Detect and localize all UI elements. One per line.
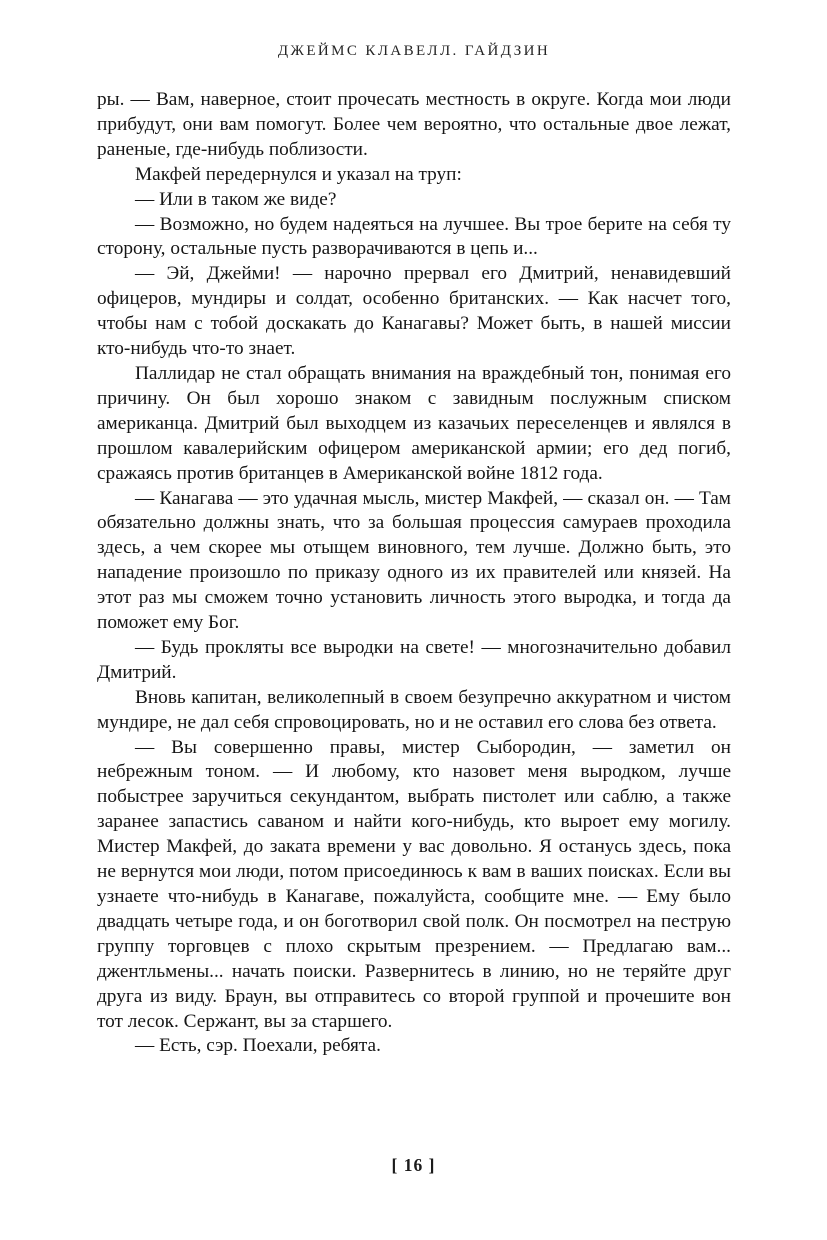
paragraph: Макфей передернулся и указал на труп:: [135, 163, 462, 185]
paragraph: — Будь прокляты все выродки на свете! — многозначительно добавил Дмитрий.: [97, 636, 731, 683]
paragraph: ры. — Вам, наверное, стоит прочесать местность в округе. Когда мои люди прибудут, они вам помогут. Более чем вероятно, что остальные двое лежат, раненые, где-нибудь поблизости.: [97, 89, 731, 160]
paragraph: Вновь капитан, великолепный в своем безупречно аккуратном и чистом мундире, не дал себя спровоцировать, но и не оставил его слова без ответа.: [97, 686, 731, 733]
paragraph: — Эй, Джейми! — нарочно прервал его Дмитрий, ненавидевший офицеров, мундиры и солдат, особенно британских. — Как насчет того, чтобы нам с тобой доскакать до Канагавы? Может быть, в нашей миссии кто-нибудь что-то знает.: [97, 263, 731, 360]
page-number: [ 16 ]: [391, 1155, 436, 1175]
paragraph: Паллидар не стал обращать внимания на враждебный тон, понимая его причину. Он был хорошо знаком с завидным послужным списком американца. Дмитрий был выходцем из казачьих переселенцев и являлся в прошлом кавалерийским офицером американской армии; его дед погиб, сражаясь против британцев в Американской войне 1812 года.: [97, 362, 731, 484]
paragraph: — Вы совершенно правы, мистер Сыбородин, — заметил он небрежным тоном. — И любому, кто назовет меня выродком, лучше побыстрее заручиться секундантом, выбрать пистолет или саблю, а также заранее запастись саваном и найти кого-нибудь, кто выроет ему могилу. Мистер Макфей, до заката времени у вас довольно. Я останусь здесь, пока не вернутся мои люди, потом присоединюсь к вам в ваших поисках. Если вы узнаете что-нибудь в Канагаве, пожалуйста, сообщите мне. — Ему было двадцать четыре года, и он боготворил свой полк. Он посмотрел на пеструю группу торговцев с плохо скрытым презрением. — Предлагаю вам... джентльмены... начать поиски. Развернитесь в линию, но не теряйте друг друга из виду. Браун, вы отправитесь со второй группой и прочешите вон тот лесок. Сержант, вы за старшего.: [97, 736, 731, 1032]
paragraph: — Возможно, но будем надеяться на лучшее. Вы трое берите на себя ту сторону, остальные пусть разворачиваются в цепь и...: [97, 213, 731, 260]
page-body-text: [97, 88, 731, 1059]
running-header: ДЖЕЙМС КЛАВЕЛЛ. ГАЙДЗИН: [277, 43, 551, 59]
paragraph: — Канагава — это удачная мысль, мистер Макфей, — сказал он. — Там обязательно должны знать, что за большая процессия самураев проходила здесь, а чем скорее мы отыщем виновного, тем лучше. Должно быть, это нападение произошло по приказу одного из их правителей или князей. На этот раз мы сможем точно установить личность этого выродка, и тогда да поможет ему Бог.: [97, 487, 731, 634]
paragraph: — Есть, сэр. Поехали, ребята.: [135, 1035, 381, 1057]
paragraph: — Или в таком же виде?: [135, 188, 337, 210]
